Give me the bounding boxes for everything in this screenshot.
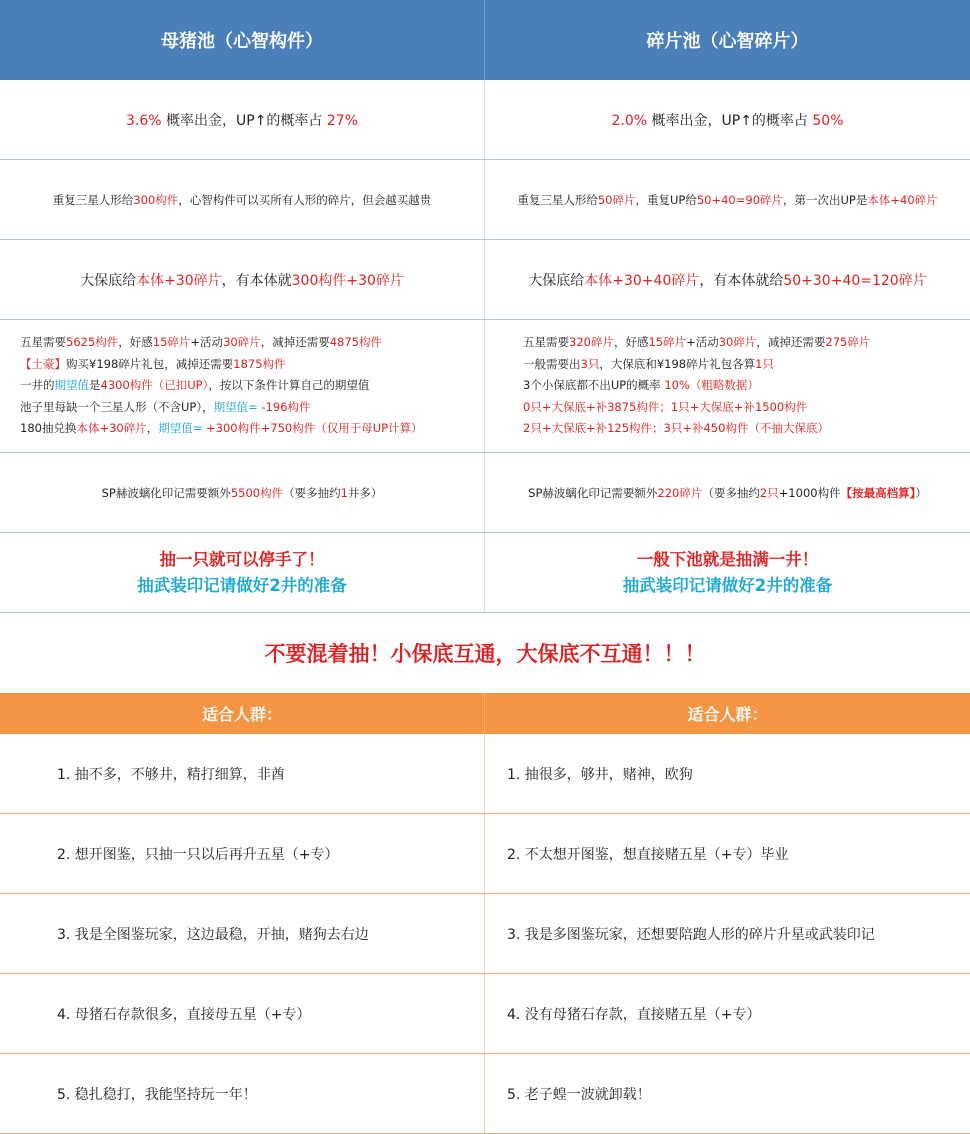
sp-text: +1000构件: [778, 485, 841, 500]
right-duplicate-cell: [485, 160, 970, 239]
right-calc-line-1: [523, 332, 970, 354]
left-audience-item: 3. 我是全图鉴玩家，这边最稳，开抽，赌狗去右边: [0, 894, 485, 973]
pity-row: [0, 240, 970, 320]
right-dup-value-3: 本体+40碎片: [867, 192, 938, 207]
right-calc-line-2: [523, 354, 970, 376]
calc-value: 10%（粗略数据）: [664, 378, 759, 393]
right-audience-item: 5. 老子蝗一波就卸载！: [507, 1086, 651, 1103]
left-advice-cell: [0, 533, 485, 612]
calc-value: 3只: [580, 356, 600, 371]
left-audience-item: 4. 母猪石存款很多，直接母五星（+专）: [0, 974, 485, 1053]
warning-banner: 不要混着抽！小保底互通，大保底不互通！！！: [264, 642, 706, 666]
calc-text: 池子里每缺一个三星人形（不含UP），: [20, 399, 214, 414]
right-advice-blue: 抽武装印记请做好2井的准备: [622, 575, 833, 595]
left-rate-text: 概率出金，UP↑的概率占: [161, 112, 327, 129]
calc-value: 5625构件: [66, 335, 119, 350]
audience-header-row: [0, 693, 970, 734]
sp-row: [0, 453, 970, 533]
sp-text: ）: [915, 485, 927, 500]
right-gold-rate: 2.0%: [611, 112, 648, 129]
audience-row-2: [0, 814, 970, 894]
calc-text: 3个小保底都不出UP的概率: [523, 378, 665, 393]
right-dup-text-3: ，第一次出UP是: [783, 192, 868, 207]
calc-value: 275碎片: [825, 335, 871, 350]
pool-header-row: [0, 0, 970, 80]
sp-text: （要多抽约: [283, 485, 341, 500]
left-audience-title: 适合人群：: [0, 693, 485, 734]
sp-text: SP赫波螭化印记需要额外: [528, 485, 658, 500]
calc-value: 【土豪】: [20, 356, 66, 371]
left-advice-red: 抽一只就可以停手了！: [159, 549, 325, 569]
calc-text: ，: [146, 421, 159, 436]
left-advice-blue: 抽武装印记请做好2井的准备: [137, 575, 347, 595]
audience-row-1: [0, 734, 970, 814]
right-calc-cell: [485, 320, 970, 452]
calc-value: -196构件: [257, 399, 311, 414]
calc-text: ，好感: [613, 335, 649, 350]
left-pity-text-2: ，有本体就: [221, 272, 292, 289]
calc-value: 本体+30碎片: [76, 421, 147, 436]
left-gold-rate: 3.6%: [125, 112, 162, 129]
right-dup-value-2: 50+40=90碎片: [696, 192, 784, 207]
sp-value: 【按最高档算】: [840, 485, 916, 500]
sp-text: （要多抽约: [702, 485, 760, 500]
calc-value: 1875构件: [233, 356, 286, 371]
calculation-row: [0, 320, 970, 453]
left-calc-line-1: [20, 332, 484, 354]
right-dup-text-2: ，重复UP给: [635, 192, 697, 207]
expected-value-label: 期望值: [54, 378, 89, 393]
calc-text: 是: [89, 378, 101, 393]
right-pity-cell: [485, 240, 970, 319]
calc-value: 30碎片: [223, 335, 261, 350]
calc-value: 15碎片: [648, 335, 687, 350]
right-pity-text-2: ，有本体就给: [699, 272, 784, 289]
left-pity-value-2: 300构件+30碎片: [291, 272, 404, 289]
right-dup-text-1: 重复三星人形给: [517, 192, 598, 207]
sp-value: 1: [340, 485, 348, 500]
calc-value: 15碎片: [152, 335, 191, 350]
left-pity-cell: [0, 240, 485, 319]
right-advice-red: 一般下池就是抽满一井！: [636, 549, 819, 569]
calc-value: 4300构件（已扣UP）: [100, 378, 209, 393]
sp-value: 5500构件: [230, 485, 284, 500]
calc-text: 购买¥198碎片礼包，减掉还需要: [66, 356, 234, 371]
calc-text: 一般需要出: [523, 356, 581, 371]
right-rate-cell: [485, 80, 970, 159]
right-sp-cell: [485, 453, 970, 532]
right-advice-cell: [485, 533, 970, 612]
right-up-rate: 50%: [812, 112, 844, 129]
calc-text: 五星需要: [20, 335, 66, 350]
audience-row-5: [0, 1054, 970, 1134]
right-dup-value-1: 50碎片: [597, 192, 636, 207]
sp-text: SP赫波螭化印记需要额外: [101, 485, 231, 500]
right-audience-item: 3. 我是多图鉴玩家，还想要陪跑人形的碎片升星或武装印记: [507, 926, 875, 943]
calc-text: +活动: [686, 335, 719, 350]
right-rate-text: 概率出金，UP↑的概率占: [647, 112, 813, 129]
expected-value-label: 期望值=: [213, 399, 258, 414]
right-calc-line-3: [523, 375, 970, 397]
calc-value: +300构件+750构件（仅用于母UP计算）: [202, 421, 423, 436]
left-calc-line-2: [20, 354, 484, 376]
sp-value: 2只: [759, 485, 779, 500]
left-pity-value-1: 本体+30碎片: [136, 272, 222, 289]
left-pool-title: 母猪池（心智构件）: [0, 0, 485, 80]
left-audience-item: 1. 抽不多，不够井，精打细算，非酋: [0, 734, 485, 813]
left-sp-cell: [0, 453, 485, 532]
right-audience-title: 适合人群：: [687, 705, 768, 724]
left-rate-cell: [0, 80, 485, 159]
left-duplicate-cell: [0, 160, 485, 239]
right-audience-item: 2. 不太想开图鉴，想直接赌五星（+专）毕业: [507, 846, 789, 863]
calc-value: 1只: [755, 356, 774, 371]
left-audience-item: 2. 想开图鉴，只抽一只以后再升五星（+专）: [0, 814, 485, 893]
left-audience-item: 5. 稳扎稳打，我能坚持玩一年！: [0, 1054, 485, 1133]
calc-value: 4875构件: [329, 335, 382, 350]
calc-text: ，减掉还需要: [260, 335, 330, 350]
right-calc-line-4: [523, 397, 970, 419]
left-up-rate: 27%: [326, 112, 359, 129]
left-dup-text-1: 重复三星人形给: [52, 192, 134, 207]
right-audience-item: 4. 没有母猪石存款，直接赌五星（+专）: [507, 1006, 761, 1023]
left-dup-value: 300构件: [133, 192, 179, 207]
right-pool-title: 碎片池（心智碎片）: [646, 31, 809, 52]
calc-text: 五星需要: [523, 335, 569, 350]
warning-row: [0, 613, 970, 693]
audience-row-4: [0, 974, 970, 1054]
left-pity-text-1: 大保底给: [80, 272, 137, 289]
calc-text: ，好感: [118, 335, 153, 350]
right-calc-line-5: [523, 418, 970, 440]
calc-text: ，大保底和¥198碎片礼包各算: [599, 356, 756, 371]
left-calc-cell: [0, 320, 485, 452]
calc-value: 2只+大保底+补125构件；3只+补450构件（不抽大保底）: [523, 421, 829, 436]
advice-row: [0, 533, 970, 613]
calc-value: 0只+大保底+补3875构件；1只+大保底+补1500构件: [523, 399, 808, 414]
calc-value: 30碎片: [718, 335, 757, 350]
duplicate-row: [0, 160, 970, 240]
sp-text: 井多）: [347, 485, 383, 500]
right-pity-text-1: 大保底给: [528, 272, 585, 289]
calc-text: +活动: [190, 335, 224, 350]
right-audience-item: 1. 抽很多，够井，赌神，欧狗: [507, 766, 693, 783]
right-pity-value-2: 50+30+40=120碎片: [783, 272, 927, 289]
calc-text: 180抽兑换: [20, 421, 77, 436]
sp-value: 220碎片: [657, 485, 703, 500]
expected-value-label: 期望值=: [158, 421, 203, 436]
calc-value: 320碎片: [569, 335, 614, 350]
left-calc-line-3: [20, 375, 484, 397]
left-calc-line-4: [20, 397, 484, 419]
right-pity-value-1: 本体+30+40碎片: [584, 272, 700, 289]
left-dup-text-2: ，心智构件可以买所有人形的碎片，但会越买越贵: [178, 192, 432, 207]
calc-text: ，按以下条件计算自己的期望值: [208, 378, 370, 393]
left-calc-line-5: [20, 418, 484, 440]
calc-text: 一井的: [20, 378, 55, 393]
calc-text: ，减掉还需要: [756, 335, 826, 350]
audience-row-3: [0, 894, 970, 974]
rate-row: [0, 80, 970, 160]
